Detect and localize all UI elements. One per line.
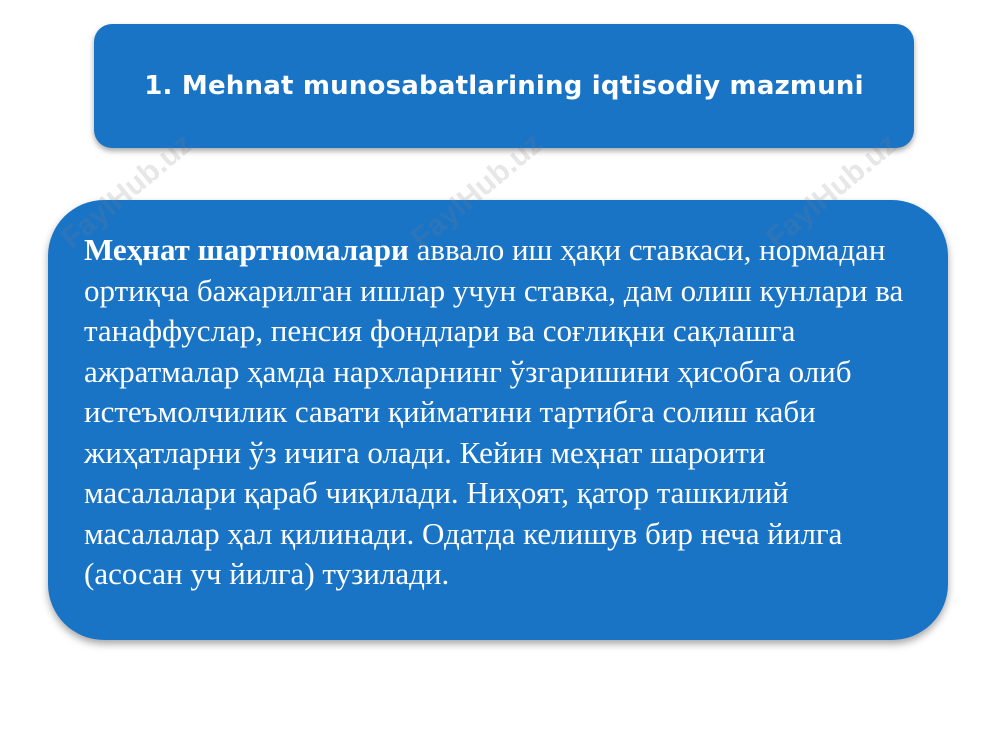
- watermark: FaylHub.uz: [405, 127, 549, 256]
- content-box: [48, 200, 948, 640]
- content-body-text: аввало иш ҳақи ставкаси, нормадан ортиқча бажарилган ишлар учун ставка, дам олиш кунлари ва танаффуслар, пенсия фондлари ва соғлиқни сақлашга ажратмалар ҳамда нархларнинг ўзгаришини ҳисобга олиб истеъмолчилик савати қийматини тартибга солиш каби жиҳатларни ўз ичига олади. Кейин меҳнат шароити масалалари қараб чиқилади. Ниҳоят, қатор ташкилий масалалар ҳал қилинади. Одатда келишув бир неча йилга (асосан уч йилга) тузилади.: [84, 232, 904, 591]
- watermark: FaylHub.uz: [760, 127, 904, 256]
- watermark: FaylHub.uz: [55, 127, 199, 256]
- slide-title: 1. Mehnat munosabatlarining iqtisodiy mazmuni: [144, 71, 864, 101]
- content-bold-term: Меҳнат шартномалари: [84, 232, 409, 267]
- content-paragraph: [84, 230, 914, 595]
- title-box: [94, 24, 914, 148]
